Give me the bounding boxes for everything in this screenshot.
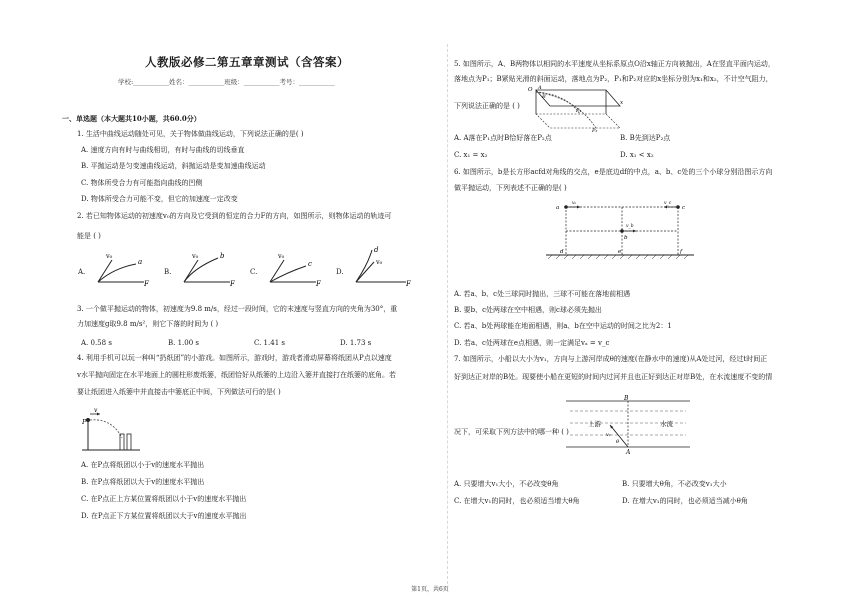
page-number: 第1页，共6页	[411, 586, 449, 593]
q3-option-b: B. 1.00 s	[168, 339, 199, 347]
q2-label-d: D.	[336, 268, 344, 276]
q6-va-label: vₐ	[572, 201, 577, 206]
q5-x-label: x	[620, 100, 624, 106]
q7-a-label: A	[626, 449, 631, 455]
q2-curve-a-label: a	[138, 258, 143, 266]
student-info-line: 学校:___________姓名：___________班级：___________考号：___________	[118, 78, 335, 86]
q4-v-label: v	[94, 407, 98, 414]
q4-stem-line2: v水平抛向固定在水平地面上的圆柱形废纸篓，纸团恰好从纸篓的上边沿入篓并直接打在纸篓的底角。若	[77, 371, 396, 379]
q4-stem-line3: 要让纸团进入纸篓中并直接击中篓底正中间，下列做法可行的是( )	[77, 388, 281, 396]
q6-stem-line2: 做平抛运动，下列表述不正确的是( )	[454, 184, 567, 192]
q4-option-a: A. 在P点将纸团以小于v的速度水平抛出	[81, 461, 205, 469]
q3-stem-line2: 力加速度g取9.8 m/s²，则它下落的时间为 ( )	[77, 320, 219, 328]
q2-label-c: C.	[250, 268, 258, 276]
q7-theta-label: θ	[616, 439, 620, 445]
q4-stem-line1: 4. 利用手机可以玩一种叫“扔纸团”的小游戏。如图所示，游戏时，游戏者滑动屏幕将纸团从P点以速度	[77, 354, 392, 362]
q7-b-label: B	[624, 395, 629, 402]
q6-b-label: b	[624, 235, 628, 241]
q2-label-a: A.	[78, 268, 86, 276]
q5-o-label: O	[528, 87, 533, 93]
q7-waterflow-label: 水流	[660, 420, 673, 428]
q5-a-label: A	[538, 85, 542, 91]
q2-curve-b-label: b	[220, 252, 225, 260]
q2-figure-row	[78, 246, 438, 288]
q6-rectangle-figure	[546, 197, 696, 267]
q5-option-b: B. B先到达P₂点	[620, 134, 671, 142]
q5-p2-label: P₂	[592, 128, 598, 132]
q2-diagram-a	[92, 246, 156, 286]
q6-f-label: f	[680, 249, 683, 255]
q2-diagram-b	[178, 246, 242, 286]
q3-option-d: D. 1.73 s	[340, 339, 372, 347]
q2-b-force-label: F	[230, 280, 235, 286]
q2-a-force-label: F	[144, 280, 149, 286]
q7-stem-line3: 况下，可采取下列方法中的哪一种 ( )	[454, 428, 569, 436]
q6-option-a: A. 若a、b、c处三球同时抛出，三球不可能在落地前相遇	[454, 290, 631, 298]
q6-c-label: c	[682, 205, 686, 211]
q3-option-a: A. 0.58 s	[81, 339, 112, 347]
q2-c-force-label: F	[316, 280, 321, 286]
q7-v1-label: v₁	[606, 432, 611, 438]
q2-diagram-d	[350, 246, 422, 286]
q6-stem-line1: 6. 如图所示，b是长方形acfd对角线的交点，e是底边df的中点，a、b、c处的三个小球分别沿图示方向	[454, 168, 773, 176]
q4-option-d: D. 在P点正下方某位置将纸团以大于v的速度水平抛出	[81, 512, 247, 520]
q2-curve-c-label: c	[308, 260, 312, 268]
exam-title: 人教版必修二第五章章测试（含答案）	[145, 55, 349, 69]
q7-river-figure	[566, 393, 690, 455]
q5-option-a: A. A落在P₁点时B恰好落在P₂点	[454, 134, 552, 142]
q2-c-v0-label: v₀	[278, 252, 285, 260]
q1-option-c: C. 物体所受合力有可能指向曲线的凹侧	[81, 179, 203, 187]
q7-option-c: C. 在增大v₁的同时，也必须适当增大θ角	[454, 497, 580, 505]
q5-b-label: B	[542, 94, 546, 100]
q7-option-a: A. 只要增大v₁大小，不必改变θ角	[454, 480, 559, 488]
q5-stem-line3: 下列说法正确的是 ( )	[454, 102, 520, 110]
q1-stem: 1. 生活中曲线运动随处可见，关于物体做曲线运动，下列说法正确的是( )	[77, 130, 304, 138]
q7-stem-line1: 7. 如图所示，小船以大小为v₁，方向与上游河岸成θ的速度(在静水中的速度)从A处过河，经过t时间正	[454, 355, 768, 363]
q4-p-label: P	[82, 418, 87, 426]
q1-option-a: A. 速度方向有时与曲线相切，有时与曲线的切线垂直	[81, 146, 245, 154]
q6-vc-label: v_c	[664, 201, 672, 206]
q7-stem-line2: 好到达正对岸的B处。现要使小船在更短的时间内过河并且也正好到达正对岸B处，在水流速度不变的情	[454, 373, 773, 381]
q6-option-c: C. 若a、b处两球能在地面相遇，则a、b在空中运动的时间之比为2：1	[454, 322, 672, 330]
q6-option-b: B. 要b、c处两球在空中相遇，则c球必须先抛出	[454, 306, 602, 314]
q7-option-b: B. 只要增大θ角，不必改变v₁大小	[622, 480, 727, 488]
q2-stem-line1: 2. 若已知物体运动的初速度v₀的方向及它受到的恒定的合力F的方向，如图所示，则物体运动的轨迹可	[77, 212, 392, 220]
column-divider	[447, 44, 448, 584]
q7-upstream-label: 上游	[588, 420, 601, 428]
q6-e-label: e	[618, 249, 622, 255]
q5-option-c: C. x₁ = x₂	[454, 151, 488, 159]
q6-a-label: a	[556, 205, 560, 211]
q6-d-label: d	[560, 249, 564, 255]
q2-curve-d-label: d	[374, 246, 379, 254]
q1-option-d: D. 物体所受合力可能不变，但它的加速度一定改变	[81, 195, 238, 203]
q2-label-b: B.	[164, 268, 172, 276]
q5-option-d: D. x₁ < x₂	[620, 151, 654, 159]
q5-stem-line1: 5. 如图所示，A、B两物体以相同的水平速度从坐标系原点O沿x轴正方向被抛出，A在竖直平面内运动，	[454, 60, 775, 68]
q4-option-b: B. 在P点将纸团以大于v的速度水平抛出	[81, 478, 205, 486]
q2-b-v0-label: v₀	[192, 252, 199, 260]
q4-option-c: C. 在P点正上方某位置将纸团以小于v的速度水平抛出	[81, 495, 247, 503]
q2-a-v0-label: v₀	[106, 252, 113, 260]
q1-option-b: B. 平抛运动是匀变速曲线运动，斜抛运动是变加速曲线运动	[81, 162, 266, 170]
q6-vb-label: v_b	[626, 224, 634, 229]
q3-stem-line1: 3. 一个做平抛运动的物体，初速度为9.8 m/s，经过一段时间，它的末速度与竖直方向的夹角为30°，重	[77, 305, 398, 313]
q5-p1-label: P₁	[576, 108, 582, 114]
q2-diagram-c	[264, 246, 328, 286]
q7-option-d: D. 在增大v₁的同时，也必须适当减小θ角	[622, 497, 748, 505]
q5-incline-figure	[526, 84, 626, 132]
q4-paper-ball-figure	[82, 402, 142, 452]
q6-option-d: D. 若a、c处两球在e点相遇，则一定满足vₐ = v_c	[454, 339, 610, 347]
q3-option-c: C. 1.41 s	[254, 339, 285, 347]
q5-stem-line2: 落地点为P₁；B紧贴光滑的斜面运动，落地点为P₂，P₁和P₂对应的x坐标分别为x₁和x₂，不计空气阻力，	[454, 75, 773, 83]
q2-d-force-label: F	[406, 280, 411, 286]
q2-d-v0-label: v₀	[376, 258, 383, 266]
q2-stem-line2: 能是 ( )	[77, 232, 101, 240]
section-heading: 一、单选题（本大题共10小题，共60.0分）	[62, 114, 201, 123]
